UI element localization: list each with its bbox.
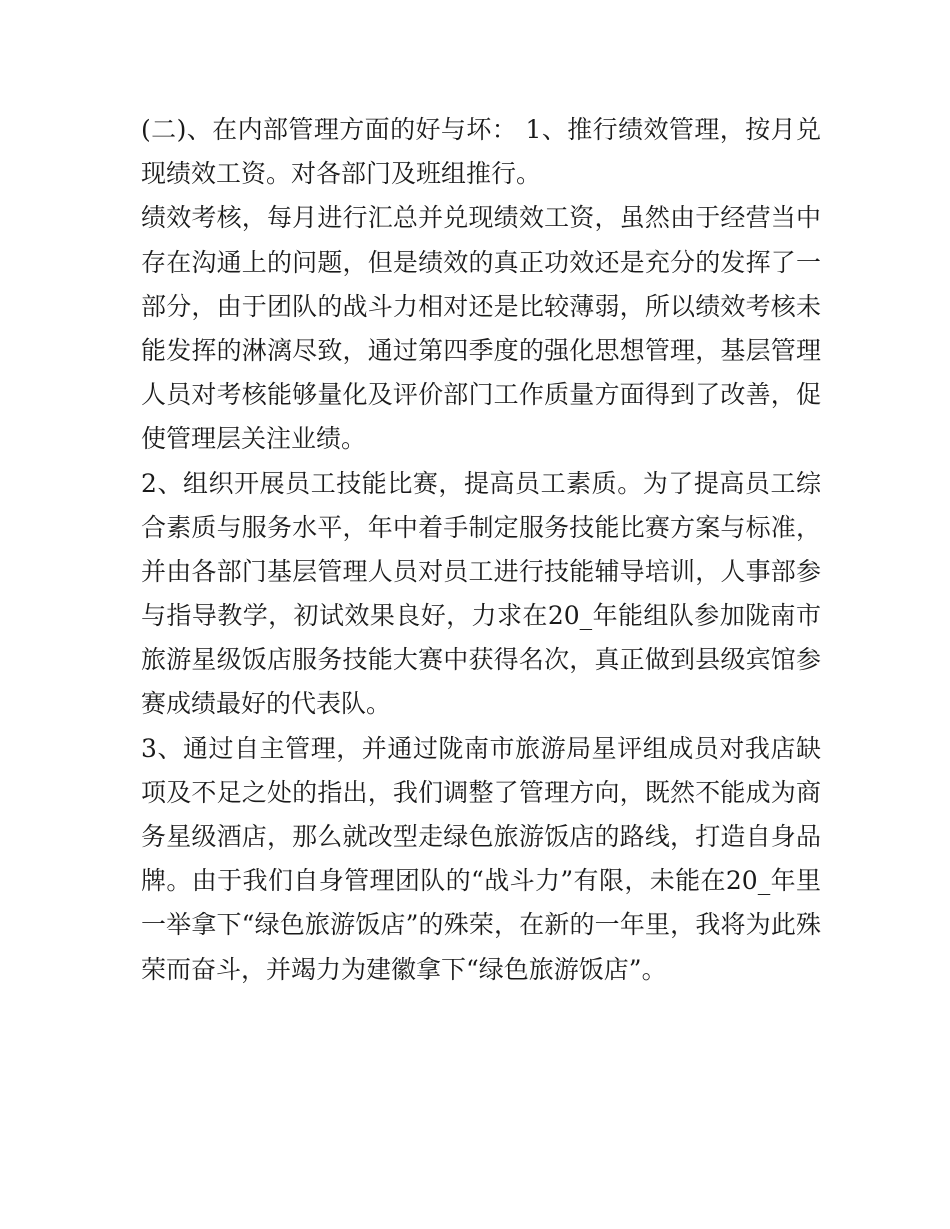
text-line: (二)、在内部管理方面的好与坏： 1、推行绩效管理，按月兑 <box>141 115 821 144</box>
text-line: 绩效考核，每月进行汇总并兑现绩效工资，虽然由于经营当中 <box>141 203 821 233</box>
text-line: 人员对考核能够量化及评价部门工作质量方面得到了改善，促 <box>141 380 821 410</box>
text-line: 能发挥的淋漓尽致，通过第四季度的强化思想管理，基层管理 <box>141 335 821 365</box>
text-line: 与指导教学，初试效果良好，力求在20_年能组队参加陇南市 <box>141 601 821 631</box>
text-line: 合素质与服务水平，年中着手制定服务技能比赛方案与标准， <box>141 512 821 542</box>
text-line: 务星级酒店，那么就改型走绿色旅游饭店的路线，打造自身品 <box>141 822 821 851</box>
text-line: 牌。由于我们自身管理团队的“战斗力”有限，未能在20_年里 <box>141 866 821 896</box>
text-line: 并由各部门基层管理人员对员工进行技能辅导培训，人事部参 <box>141 556 821 586</box>
text-line: 2、组织开展员工技能比赛，提高员工素质。为了提高员工综 <box>141 468 821 498</box>
text-line: 3、通过自主管理，并通过陇南市旅游局星评组成员对我店缺 <box>141 733 821 763</box>
text-line: 赛成绩最好的代表队。 <box>141 689 392 719</box>
text-line: 旅游星级饭店服务技能大赛中获得名次，真正做到县级宾馆参 <box>141 645 821 675</box>
text-line: 使管理层关注业绩。 <box>141 424 367 454</box>
text-line: 现绩效工资。对各部门及班组推行。 <box>141 159 542 189</box>
document-body <box>141 108 821 992</box>
text-line: 荣而奋斗，并竭力为建徽拿下“绿色旅游饭店”。 <box>141 954 667 984</box>
text-line: 部分，由于团队的战斗力相对还是比较薄弱，所以绩效考核未 <box>141 291 821 321</box>
text-line: 一举拿下“绿色旅游饭店”的殊荣，在新的一年里，我将为此殊 <box>141 910 821 940</box>
text-line: 存在沟通上的问题，但是绩效的真正功效还是充分的发挥了一 <box>141 247 821 277</box>
text-line: 项及不足之处的指出，我们调整了管理方向，既然不能成为商 <box>141 777 821 807</box>
